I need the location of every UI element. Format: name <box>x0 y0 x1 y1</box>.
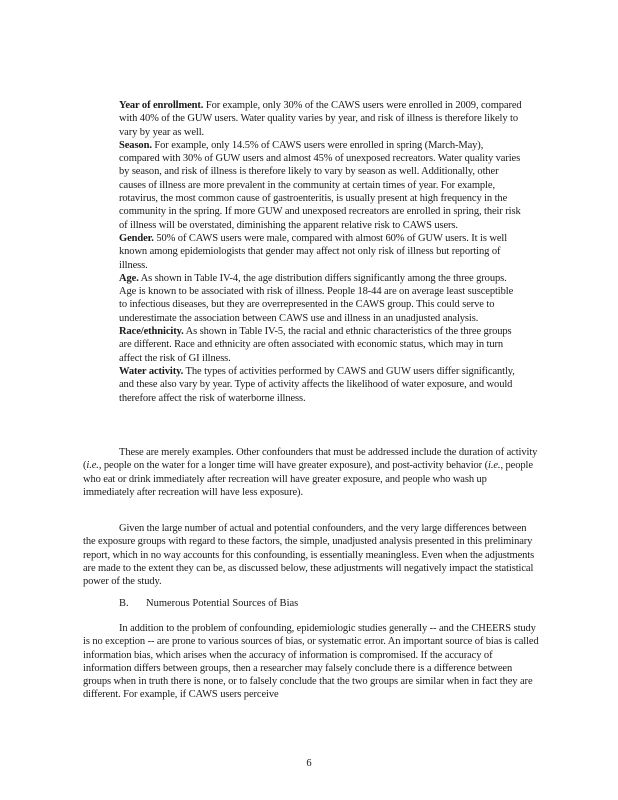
page-number: 6 <box>306 758 312 769</box>
bullet-text: 50% of CAWS users were male, compared with almost 60% of GUW users. It is well known among epidemiologists that gender may affect not only risk of illness but reporting of illness. <box>119 232 508 271</box>
confounder-race <box>119 325 523 365</box>
bullet-text: As shown in Table IV-5, the racial and ethnic characteristics of the three groups are different. Race and ethnicity are often associated with economic status, which may in turn affect the risk of GI illness. <box>119 326 512 364</box>
paragraph-text: , people who eat or drink immediately after recreation will have greater exposure, and people who wash up immediately after recreation will have less exposure). <box>83 460 533 498</box>
section-letter: B. <box>119 598 129 609</box>
bullet-text: For example, only 14.5% of CAWS users were enrolled in spring (March-May), compared with 30% of GUW users and almost 45% of unexposed recreators. Water quality varies by season, and risk of illness is therefore likely to vary by season as well. Additionally, other causes of illness are more prevalent in the community at certain times of year. For example, rotavirus, the most common cause of gastroenteritis, is usually present at high frequency in the community in the spring. If more GUW and unexposed recreators are enrolled in spring, their risk of illness will be overstated, diminishing the apparent relative risk to CAWS users. <box>119 139 521 231</box>
italic-ie: i.e. <box>488 460 501 472</box>
confounder-season <box>119 139 523 232</box>
section-heading-bias <box>119 598 298 609</box>
bullet-label: Race/ethnicity. <box>119 326 184 338</box>
section-title: Numerous Potential Sources of Bias <box>146 598 299 609</box>
bullet-label: Season. <box>119 139 152 151</box>
bullet-text: As shown in Table IV-4, the age distribution differs significantly among the three groups. Age is known to be associated with risk of illness. People 18-44 are on average least susceptible to infectious diseases, but they are overrepresented in the CAWS group. This could serve to underestimate the association between CAWS use and illness in an unadjusted analysis. <box>119 272 514 324</box>
confounder-age <box>119 272 523 325</box>
confounder-year <box>119 99 523 139</box>
bullet-text: The types of activities performed by CAWS and GUW users differ significantly, and these also vary by year. Type of activity affects the likelihood of water exposure, and would therefore affect the risk of waterborne illness. <box>119 365 515 404</box>
paragraph-text: These are merely examples. Other confounders that must be addressed include the duration of activity ( <box>83 447 538 472</box>
confounder-water-activity <box>119 365 523 405</box>
bullet-label: Year of enrollment. <box>119 100 204 111</box>
paragraph-information-bias: In addition to the problem of confounding, epidemiologic studies generally -- and the CHEERS study is no exception -- are prone to various sources of bias, or systematic error. An important source of bias is called information bias, which arises when the accuracy of information is compromised. If the accuracy of information differs between groups, then a researcher may falsely conclude there is a difference between groups when in truth there is none, or to falsely conclude that the two groups are similar when in fact they are different. For example, if CAWS users perceive <box>83 623 539 701</box>
confounder-gender <box>119 232 523 272</box>
confounder-list <box>119 99 523 405</box>
bullet-text: For example, only 30% of the CAWS users were enrolled in 2009, compared with 40% of the GUW users. Water quality varies by year, and risk of illness is therefore likely to vary by year as well. <box>119 100 522 138</box>
bullet-label: Gender. <box>119 232 154 244</box>
italic-ie: i.e. <box>86 460 99 472</box>
bullet-label: Water activity. <box>119 365 184 377</box>
bullet-label: Age. <box>119 272 139 284</box>
paragraph-unadjusted-analysis: Given the large number of actual and potential confounders, and the very large differences between the exposure groups with regard to these factors, the simple, unadjusted analysis presented in this preliminary report, which in no way accounts for this confounding, is essentially meaningless. Even when the adjustments are made to the extent they can be, as discussed below, these adjustments will negatively impact the statistical power of the study. <box>83 523 535 588</box>
paragraph-text: , people on the water for a longer time will have greater exposure), and post-activity behavior ( <box>98 460 488 472</box>
paragraph-other-confounders <box>83 446 539 499</box>
